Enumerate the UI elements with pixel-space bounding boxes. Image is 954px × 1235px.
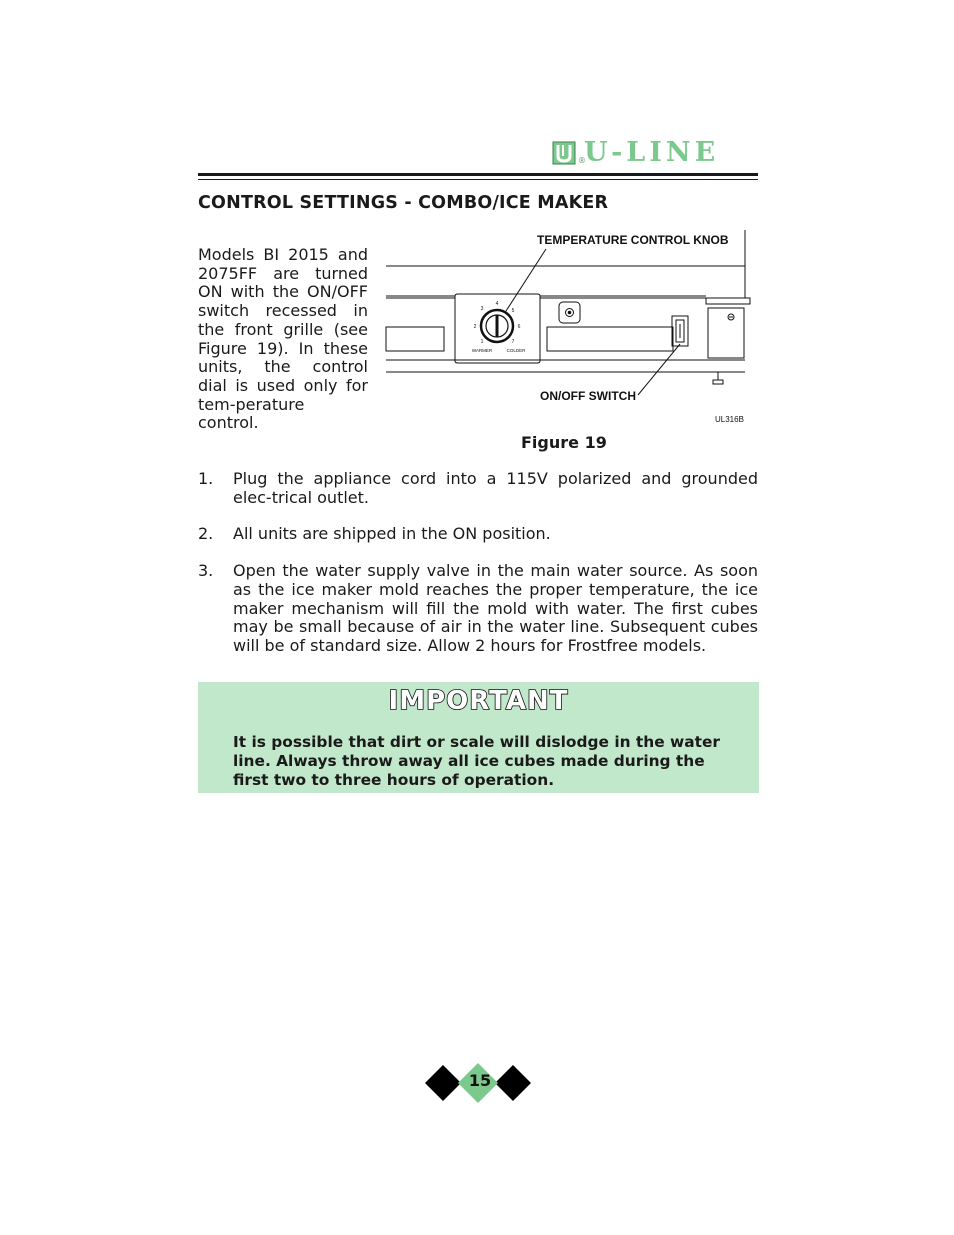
- section-title: CONTROL SETTINGS - COMBO/ICE MAKER: [198, 193, 609, 213]
- page-number: 15: [468, 1071, 492, 1090]
- u-line-emblem-icon: [552, 141, 576, 165]
- important-text: It is possible that dirt or scale will dislodge in the water line. Always throw away all ice cubes made during the first two to three hours of operation.: [233, 733, 721, 789]
- figure-19-illustration: [378, 228, 758, 432]
- dial-colder-label: COLDER: [506, 348, 526, 353]
- step-item: [198, 562, 758, 656]
- logo-wordmark: U-LINE: [584, 137, 720, 168]
- step-number: 1.: [198, 469, 214, 488]
- figure-caption: Figure 19: [521, 433, 607, 452]
- step-text: All units are shipped in the ON position.: [233, 524, 551, 544]
- step-text: Open the water supply valve in the main water source. As soon as the ice maker mold reaches the proper temperature, the ice maker mechanism will fill the mold with water. The first cubes may be small because of air in the water line. Subsequent cubes will be of standard size. Allow 2 hours for Frostfree models.: [233, 561, 758, 655]
- header-rule-thin: [198, 179, 758, 180]
- dial-number: 2: [473, 324, 477, 330]
- u-line-logo: [552, 137, 758, 170]
- important-heading: IMPORTANT: [388, 686, 569, 716]
- dial-warmer-label: WARMER: [471, 348, 493, 353]
- dial-number: 5: [511, 308, 515, 314]
- step-number: 2.: [198, 524, 214, 544]
- temperature-control-knob-label: TEMPERATURE CONTROL KNOB: [537, 233, 729, 247]
- registered-mark: ®: [578, 156, 586, 165]
- intro-paragraph: Models BI 2015 and 2075FF are turned ON with the ON/OFF switch recessed in the front grille (see Figure 19). In these units, the control dial is used only for tem-perature control.: [198, 245, 368, 433]
- dial-number: 1: [480, 339, 484, 345]
- step-text: Plug the appliance cord into a 115V polarized and grounded elec-trical outlet.: [233, 469, 758, 507]
- instruction-steps: [198, 470, 758, 674]
- header-rule-thick: [198, 173, 758, 176]
- right-diamond-icon: [495, 1065, 531, 1101]
- on-off-switch-label: ON/OFF SWITCH: [540, 389, 636, 403]
- dial-number: 3: [480, 306, 484, 312]
- figure-code: UL316B: [715, 415, 744, 424]
- left-diamond-icon: [425, 1065, 461, 1101]
- page-number-badge: [425, 1062, 535, 1104]
- step-item: [198, 525, 758, 544]
- step-item: [198, 470, 758, 507]
- important-notice: [198, 682, 759, 793]
- step-number: 3.: [198, 561, 214, 581]
- dial-number: 4: [495, 301, 499, 307]
- dial-number: 6: [517, 324, 521, 330]
- dial-number: 7: [511, 339, 515, 345]
